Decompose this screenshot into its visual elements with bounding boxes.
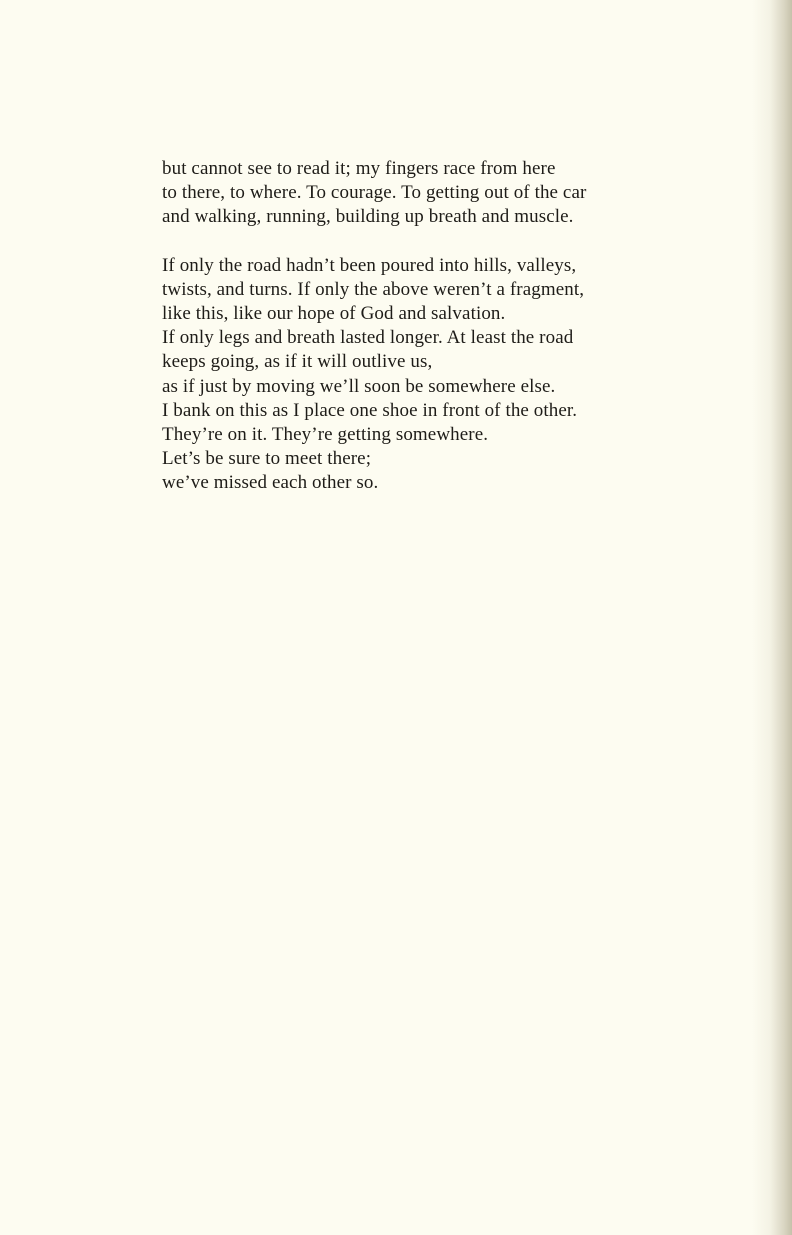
poem-line: as if just by moving we’ll soon be somewhere else. [162,375,556,397]
poem-line: If only legs and breath lasted longer. At least the road [162,327,574,349]
poem-line: I bank on this as I place one shoe in front of the other. [162,399,578,421]
poem-text [162,157,722,520]
poem-line: Let’s be sure to meet there; [162,448,372,470]
poem-line: They’re on it. They’re getting somewhere. [162,424,489,446]
page-edge-shadow [752,0,792,1235]
poem-line: If only the road hadn’t been poured into hills, valleys, [162,254,577,276]
poem-line: like this, like our hope of God and salvation. [162,303,506,325]
poem-line: but cannot see to read it; my fingers race from here [162,158,556,179]
poem-line: keeps going, as if it will outlive us, [162,351,433,373]
stanza-2 [162,254,722,496]
poem-line: twists, and turns. If only the above weren’t a fragment, [162,278,585,300]
poem-line: and walking, running, building up breath and muscle. [162,206,574,228]
poem-line: to there, to where. To courage. To getting out of the car [162,182,587,204]
stanza-1 [162,157,722,230]
poem-line: we’ve missed each other so. [162,472,379,494]
